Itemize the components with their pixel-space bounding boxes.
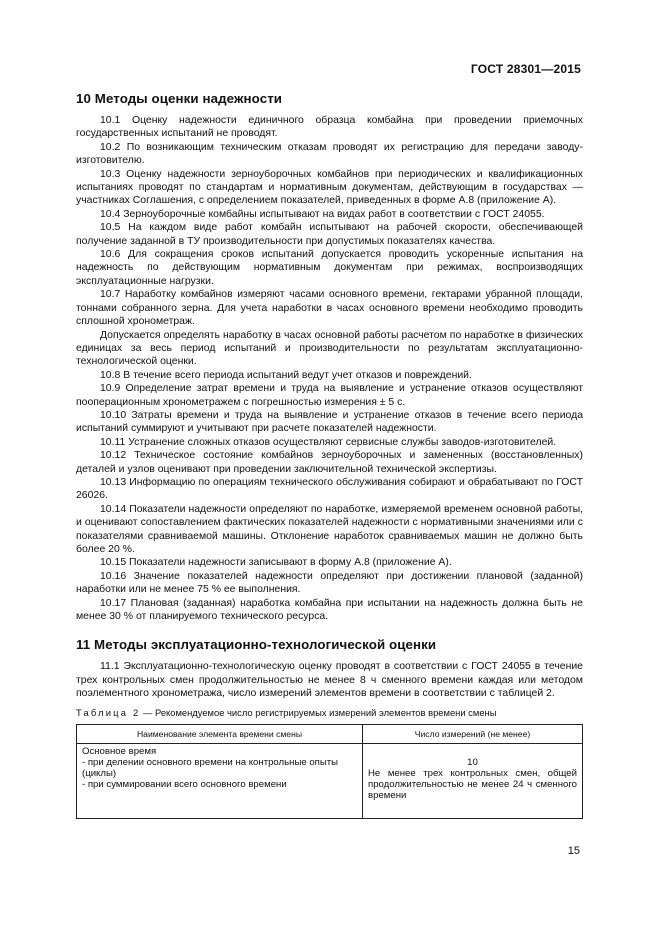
page-number: 15 <box>567 845 580 857</box>
paragraph-10-14: 10.14 Показатели надежности определяют по наработке, измеряемой временем основной работы, и оценивают сопоставлением фактических показателей надежности с нормативными значениями или с показателями сравниваемой машины. Отклонение наработок сравниваемых машин не должно быть более 20 %. <box>76 503 583 555</box>
table-cell-element <box>77 743 363 819</box>
paragraph-10-6: 10.6 Для сокращения сроков испытаний допускается проводить ускоренные испытания на надежность по действующим нормативным документам при режимах, воспроизводящих эксплуатационные нагрузки. <box>76 249 583 287</box>
paragraph-10-2: 10.2 По возникающим техническим отказам проводят их регистрацию для передачи заводу-изготовителю. <box>76 141 583 167</box>
paragraph-10-8: 10.8 В течение всего периода испытаний ведут учет отказов и повреждений. <box>100 369 472 381</box>
paragraph-10-7: 10.7 Наработку комбайнов измеряют часами основного времени, гектарами убранной площади, тоннами собранного зерна. Для учета наработки в часах основного времени необходимо проводить сплошной хронометраж. <box>76 289 583 328</box>
paragraph-10-1: 10.1 Оценку надежности единичного образца комбайна при проведении приемочных государственных испытаний не проводят. <box>76 115 583 140</box>
element-sum: - при суммировании всего основного времени <box>82 779 287 791</box>
table-2-label: Таблица 2 <box>76 706 141 718</box>
section-11-title: 11 Методы эксплуатационно-технологической оценки <box>76 637 437 653</box>
table-header-row <box>77 724 583 743</box>
paragraph-10-17: 10.17 Плановая (заданная) наработка комбайна при испытании на надежность должна быть не менее 30 % от планируемого технического ресурса. <box>76 597 583 623</box>
paragraph-11-1: 11.1 Эксплуатационно-технологическую оценку проводят в соответствии с ГОСТ 24055 в течение трех контрольных смен продолжительностью не менее 8 ч сменного времени каждая или методом поэлементного хронометража, число измерений элементов времени в соответствии с таблицей 2. <box>76 661 583 700</box>
paragraph-10-3: 10.3 Оценку надежности зерноуборочных комбайнов при периодических и квалификационных испытаниях проводят по стандартам и нормативным документам, действующим в государствах — участниках Соглашения, с определением показателей, приведенных в форме А.8 (приложение А). <box>76 168 583 207</box>
element-main-time: Основное время <box>82 745 157 757</box>
paragraph-10-11: 10.11 Устранение сложных отказов осуществляют сервисные службы заводов-изготовителей. <box>100 436 557 448</box>
table-header-count: Число измерений (не менее) <box>363 724 583 743</box>
table-cell-count <box>363 743 583 819</box>
section-10-title: 10 Методы оценки надежности <box>76 91 283 106</box>
paragraph-10-4: 10.4 Зерноуборочные комбайны испытывают на видах работ в соответствии с ГОСТ 24055. <box>100 208 545 220</box>
paragraph-10-7-note: Допускается определять наработку в часах основной работы расчетом по наработке в физических единицах за весь период испытаний и производительности по результатам эксплуатационно-технологической оценки. <box>76 329 583 368</box>
table-2-caption-text: — Рекомендуемое число регистрируемых измерений элементов времени смены <box>140 706 497 718</box>
count-value: 10 <box>467 756 478 768</box>
section-10-body <box>76 114 583 623</box>
paragraph-10-5: 10.5 На каждом виде работ комбайн испытывают на рабочей скорости, обеспечивающей получение заданной в ТУ производительности при допустимых показателях качества. <box>76 222 583 247</box>
table-2-caption <box>76 707 583 719</box>
table-2 <box>76 724 583 820</box>
paragraph-10-15: 10.15 Показатели надежности записывают в форму А.8 (приложение А). <box>100 557 452 569</box>
paragraph-10-12: 10.12 Техническое состояние комбайнов зерноуборочных и замененных (восстановленных) деталей и узлов оценивают при проведении заключительной технической экспертизы. <box>76 450 583 475</box>
table-row <box>77 743 583 819</box>
table-header-element: Наименование элемента времени смены <box>77 724 363 743</box>
paragraph-10-13: 10.13 Информацию по операциям технического обслуживания собирают и обрабатывают по ГОСТ 26026. <box>76 476 583 502</box>
paragraph-10-16: 10.16 Значение показателей надежности определяют при достижении плановой (заданной) наработки или не менее 75 % ее выполнения. <box>76 570 583 596</box>
page-content <box>76 91 583 819</box>
section-11-body <box>76 660 583 700</box>
paragraph-10-9: 10.9 Определение затрат времени и труда на выявление и устранение отказов осуществляют пооперационным хронометражем с погрешностью измерения ± 5 с. <box>76 383 583 408</box>
element-cycles: - при делении основного времени на контрольные опыты (циклы) <box>82 756 339 780</box>
count-text: Не менее трех контрольных смен, общей продолжительностью не менее 24 ч сменного времени <box>368 767 577 802</box>
paragraph-10-10: 10.10 Затраты времени и труда на выявление и устранение отказов в течение всего периода испытаний суммируют и учитывают при расчете показателей надежности. <box>76 409 583 435</box>
document-code: ГОСТ 28301—2015 <box>470 62 581 76</box>
